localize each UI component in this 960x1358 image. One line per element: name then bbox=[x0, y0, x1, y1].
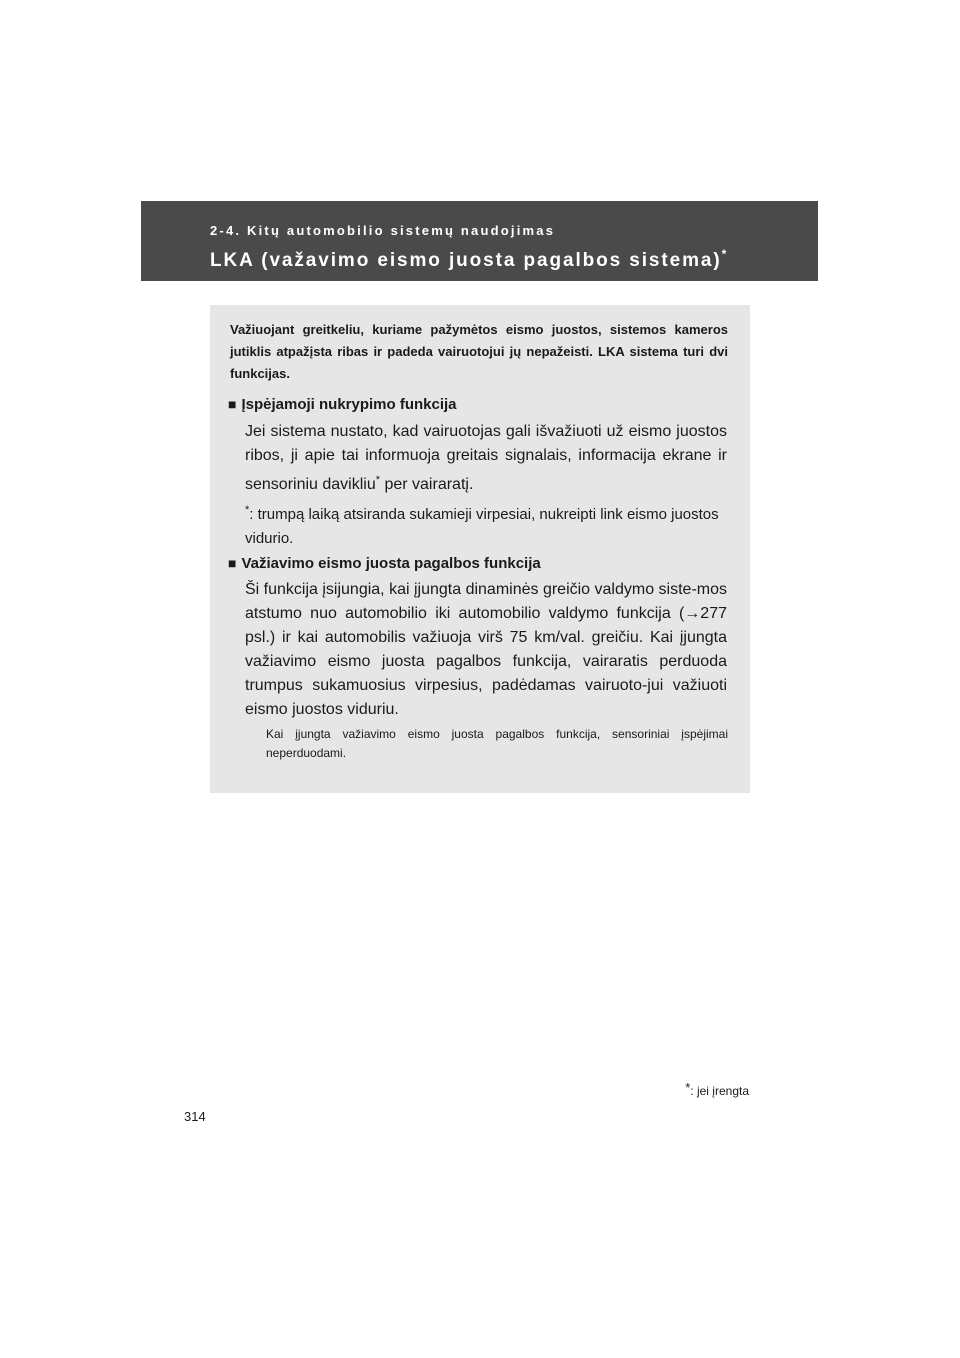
page-title bbox=[210, 247, 726, 272]
section-label: 2-4. Kitų automobilio sistemų naudojimas bbox=[210, 223, 556, 238]
warning-text: Jei sistema nustato, kad vairuotojas gali išvažiuoti už eismo juostos ribos, ji apie tai informuoja greitais signalais, informacija ekrane ir sensoriniu davikliu bbox=[245, 423, 727, 493]
heading-square-icon: ■ bbox=[228, 555, 237, 571]
footnote-text: : trumpą laiką atsiranda sukamieji virpesiai, nukreipti link eismo juostos vidurio. bbox=[245, 506, 719, 547]
assist-note: Kai įjungta važiavimo eismo juosta pagalbos funkcija, sensoriniai įspėjimai neperduodami. bbox=[266, 727, 728, 760]
assist-paragraph: Ši funkcija įsijungia, kai įjungta dinaminės greičio valdymo siste-mos atstumo nuo automobilio iki automobilio valdymo funkcija (→277 psl.) ir kai automobilis važiuoja virš 75 km/val. greičiu. Kai įjungta važiavimo eismo juosta pagalbos funkcija, vairaratis perduoda trumpus sukamuosius virpesius, padėdamas vairuoto-jui važiuoti eismo juostos viduriu. bbox=[245, 581, 727, 718]
footnote-asterisk: * bbox=[245, 504, 250, 516]
warning-text-end: per vairaratį. bbox=[380, 476, 474, 493]
heading-warning-function bbox=[228, 396, 457, 413]
page-title-text: LKA (važavimo eismo juosta pagalbos sistema) bbox=[210, 250, 722, 271]
intro-text: Važiuojant greitkeliu, kuriame pažymėtos eismo juostos, sistemos kameros jutiklis atpažįsta ribas ir padeda vairuotojui jų nepažeisti. LKA sistema turi dvi funkcijas. bbox=[230, 322, 728, 381]
title-asterisk: * bbox=[721, 247, 727, 261]
warning-asterisk: * bbox=[375, 474, 381, 486]
heading-assist-title: Važiavimo eismo juosta pagalbos funkcija bbox=[241, 555, 541, 572]
warning-footnote bbox=[245, 498, 727, 551]
warning-paragraph bbox=[245, 420, 727, 497]
asterisk-icon: * bbox=[685, 1080, 691, 1095]
heading-warning-title: Įspėjamoji nukrypimo funkcija bbox=[241, 396, 457, 413]
content-box bbox=[210, 305, 750, 793]
equipment-footnote-text: : jei įrengta bbox=[690, 1084, 749, 1098]
page-number: 314 bbox=[184, 1109, 206, 1124]
equipment-footnote bbox=[685, 1080, 749, 1098]
section-header bbox=[141, 201, 818, 281]
heading-assist-function bbox=[228, 555, 541, 572]
heading-square-icon: ■ bbox=[228, 396, 237, 412]
